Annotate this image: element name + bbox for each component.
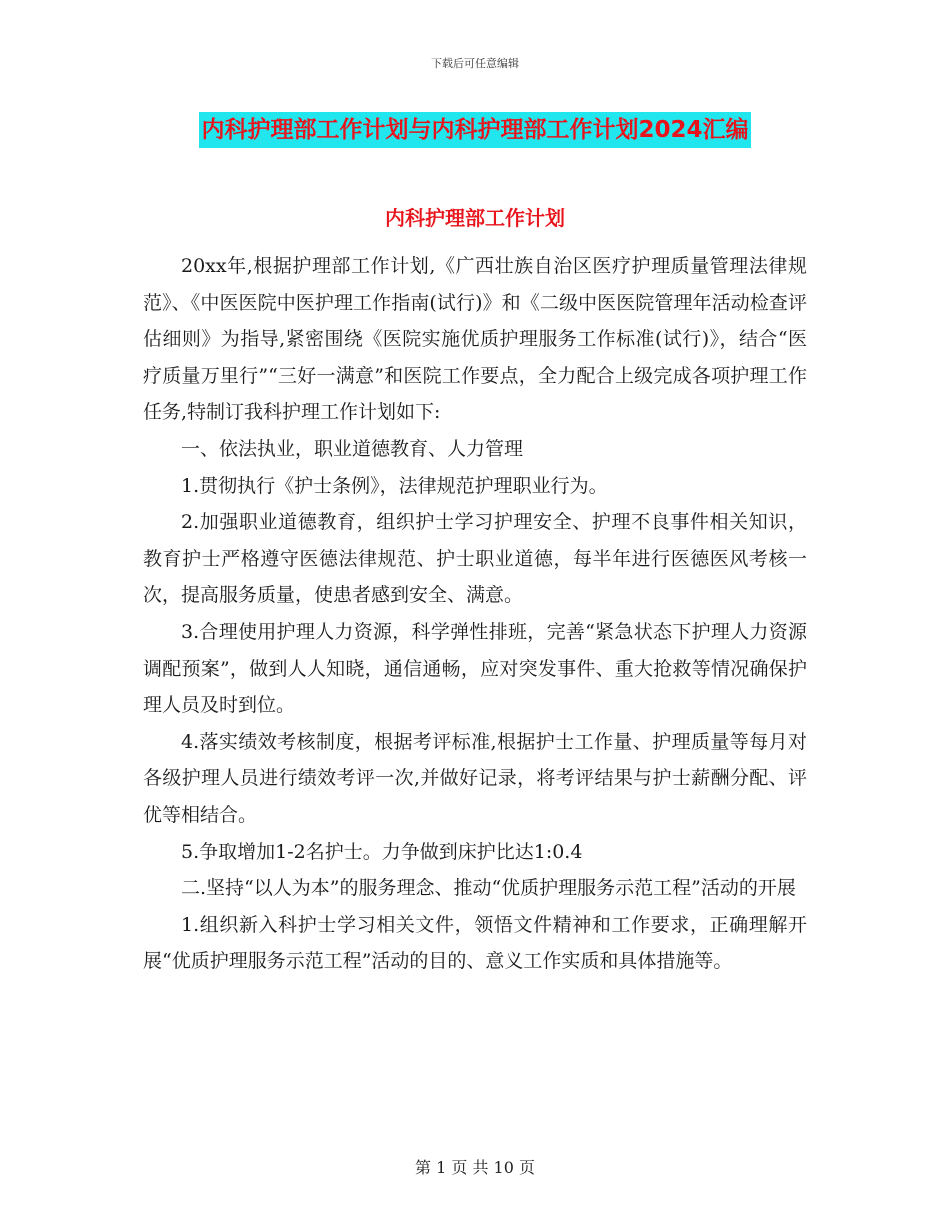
paragraph-item: 5.争取增加1-2名护士。力争做到床护比达1:0.4	[181, 840, 583, 863]
paragraph-item: 1.贯彻执行《护士条例》，法律规范护理职业行为。	[181, 474, 608, 497]
paragraph-intro: 20xx年,根据护理部工作计划,《广西壮族自治区医疗护理质量管理法律规范》、《中医医院中医护理工作指南(试行)》和《二级中医医院管理年活动检查评估细则》为指导,紧密围绕《医院实施优质护理服务工作标准(试行)》，结合“医疗质量万里行”“三好一满意”和医院工作要点，全力配合上级完成各项护理工作任务,特制订我科护理工作计划如下:	[143, 255, 807, 424]
paragraph-item: 4.落实绩效考核制度，根据考评标准,根据护士工作量、护理质量等每月对各级护理人员进行绩效考评一次,并做好记录，将考评结果与护士薪酬分配、评优等相结合。	[143, 730, 807, 826]
document-title-container	[0, 112, 950, 148]
document-body	[143, 248, 807, 980]
paragraph-item: 1.组织新入科护士学习相关文件，领悟文件精神和工作要求，正确理解开展“优质护理服务示范工程”活动的目的、意义工作实质和具体措施等。	[143, 913, 807, 973]
heading-section-1: 一、依法执业，职业道德教育、人力管理	[181, 437, 524, 460]
heading-section-2: 二.坚持“以人为本”的服务理念、推动“优质护理服务示范工程”活动的开展	[181, 877, 796, 900]
header-note: 下载后可任意编辑	[431, 57, 519, 70]
page-footer: 第 1 页 共 10 页	[415, 1158, 535, 1177]
paragraph-item: 2.加强职业道德教育，组织护士学习护理安全、护理不良事件相关知识，教育护士严格遵守医德法律规范、护士职业道德，每半年进行医德医风考核一次，提高服务质量，使患者感到安全、满意。	[143, 511, 807, 607]
section-title: 内科护理部工作计划	[385, 206, 565, 230]
document-title: 内科护理部工作计划与内科护理部工作计划2024汇编	[199, 112, 750, 148]
paragraph-item: 3.合理使用护理人力资源，科学弹性排班，完善“紧急状态下护理人力资源调配预案”，做到人人知晓，通信通畅，应对突发事件、重大抢救等情况确保护理人员及时到位。	[143, 620, 807, 717]
